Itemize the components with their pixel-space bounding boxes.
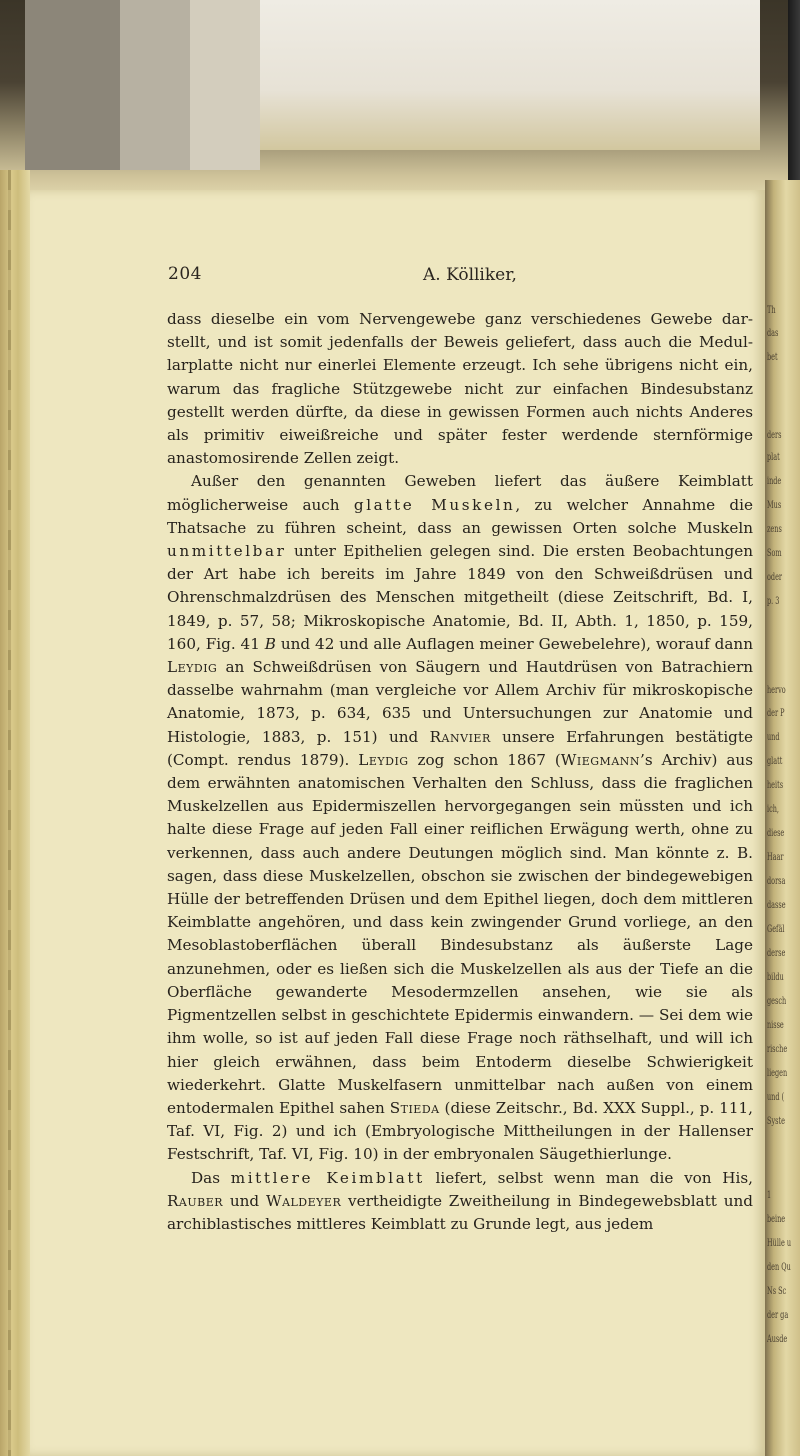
text-run: unter Epithelien gelegen sind. Die ersten Beobachtungen der Art habe ich bereits im Jahre 1849 von den Schweißdrüsen und Ohrenschmalzdrüsen des Menschen mitgetheilt (diese Zeitschrift, Bd. I, 1849, p. 57, 58; Mikroskopische Anatomie, Bd. II, Abth. 1, 1850, p. 159, 160, Fig. 41 <box>167 542 753 653</box>
text-run: Außer den genannten Geweben liefert das äußere Keimblatt möglicherweise auch <box>167 472 753 514</box>
facing-page-fragment: ders <box>767 430 782 441</box>
book-binding <box>0 170 30 1456</box>
author-name: Wiegmann <box>560 750 641 769</box>
body-text <box>167 308 753 1236</box>
paragraph <box>167 1167 753 1237</box>
facing-page-fragment: hervo <box>767 685 786 696</box>
text-run: (diese Zeitschr., Bd. XXX Suppl., p. 111, Taf. VI, Fig. 2) und ich (Embryologische Mittheilungen in der Hallenser Festschrift, Taf. VI, Fig. 10) in der embryonalen Säugethierlunge. <box>167 1098 753 1164</box>
emphasized-term: mittlere Keimblatt <box>230 1168 425 1187</box>
facing-page-fragment: bildu <box>767 972 784 983</box>
paragraph <box>167 308 753 470</box>
underlying-sheet-1 <box>25 0 120 170</box>
facing-page-fragment: inde <box>767 476 782 487</box>
text-run: dass dieselbe ein vom Nervengewebe ganz verschiedenes Gewebe darstellt, und ist somit jedenfalls der Beweis geliefert, dass auch die Medullarplatte nicht nur einerlei Elemente erzeugt. Ich sehe übrigens nicht ein, warum das fragliche Stützgewebe nicht zur einfachen Bindesubstanz gestellt werden dürfte, da diese in gewissen Formen auch nichts Anderes als primitiv eiweißreiche und später fester werdende sternförmige anastomosirende Zellen zeigt. <box>167 310 753 468</box>
text-run: vertheidigte Zweitheilung in Bindegewebsblatt und archiblastisches mittleres Keimblatt zu Grunde legt, aus jedem <box>167 1191 753 1233</box>
facing-page-edge <box>765 180 800 1456</box>
underlying-sheet-2 <box>120 0 190 170</box>
facing-page-fragment: und <box>767 732 780 743</box>
facing-page-fragment: Mus <box>767 500 782 511</box>
text-run: liefert, selbst wenn man die von His, <box>424 1168 753 1187</box>
running-head <box>168 264 753 288</box>
facing-page-fragment: bet <box>767 352 778 363</box>
underlying-sheet-4 <box>260 0 760 150</box>
facing-page-fragment: oder <box>767 572 783 583</box>
text-run: ’s Archiv) aus dem erwähnten anatomischen Verhalten den Schluss, dass die fraglichen Muskelzellen aus Epidermiszellen hervorgegangen sein müssten und ich halte diese Frage auf jeden Fall einer reiflichen Erwägung werth, ohne zu verkennen, dass auch andere Deutungen möglich sind. Man könnte z. B. sagen, dass diese Muskelzellen, obschon sie zwischen der bindegewebigen Hülle der betreffenden Drüsen und dem Epithel liegen, doch dem mittleren Keimblatte angehören, und dass kein zwingender Grund vorliege, an den Mesoblastoberflächen überall Bindesubstanz als äußerste Lage anzunehmen, oder es ließen sich die Muskelzellen als aus der Tiefe an die Oberfläche gewanderte Mesodermzellen ansehen, wie sie als Pigmentzellen selbst in geschichtete Epidermis einwandern. — Sei dem wie ihm wolle, so ist auf jeden Fall diese Frage noch räthselhaft, und will ich hier gleich erwähnen, dass beim Entoderm dieselbe Schwierigkeit wiederkehrt. Glatte Muskelfasern unmittelbar nach außen von einem entodermalen Epithel sahen <box>167 750 753 1117</box>
facing-page-fragment: Gefäl <box>767 924 785 935</box>
scanner-edge <box>788 0 800 200</box>
facing-page-fragment: rische <box>767 1044 788 1055</box>
text-run: an Schweißdrüsen von Säugern und Hautdrüsen von Batrachiern dasselbe wahrnahm (man vergleiche vor Allem Archiv für mikroskopische Anatomie, 1873, p. 634, 635 und Untersuchungen zur Anatomie und Histologie, 1883, p. 151) und <box>167 658 753 746</box>
facing-page-fragment: Th <box>767 305 776 316</box>
facing-page-fragment: der P <box>767 708 785 719</box>
facing-page-fragment: 1 <box>767 1190 772 1201</box>
facing-page-fragment: heits <box>767 780 784 791</box>
facing-page-fragment: Ausde <box>767 1334 788 1345</box>
facing-page-fragment: glatt <box>767 756 783 767</box>
underlying-sheet-3 <box>190 0 260 170</box>
facing-page-fragment: Syste <box>767 1116 785 1127</box>
paragraph <box>167 470 753 1166</box>
author-name: Leydig <box>358 750 409 769</box>
text-run: und 42 und alle Auflagen meiner Gewebelehre), worauf dann <box>275 634 753 653</box>
facing-page-fragment: gesch <box>767 996 787 1007</box>
facing-page-fragment: Haar <box>767 852 784 863</box>
author-name: Stieda <box>389 1098 440 1117</box>
facing-page-fragment: den Qu <box>767 1262 791 1273</box>
text-run: Das <box>191 1168 231 1187</box>
facing-page-fragment: zens <box>767 524 782 535</box>
facing-page-fragment: dasse <box>767 900 786 911</box>
text-run: , zu welcher Annahme die Thatsache zu führen scheint, dass an gewissen Orten solche Muskeln <box>167 495 753 537</box>
author-name: Leydig <box>167 658 218 677</box>
author-name: Ranvier <box>429 727 491 746</box>
facing-page-fragment: diese <box>767 828 785 839</box>
facing-page-fragment: und ( <box>767 1092 785 1103</box>
facing-page-fragment: der ga <box>767 1310 789 1321</box>
text-run: zog schon 1867 ( <box>408 750 561 769</box>
facing-page-fragment: plat <box>767 452 780 463</box>
running-title: A. Kölliker, <box>423 265 517 285</box>
text-run: unsere Erfahrungen bestätigte (Compt. rendus 1879). <box>167 727 753 769</box>
emphasized-term: glatte Muskeln <box>353 495 516 514</box>
text-run: und <box>223 1191 266 1210</box>
facing-page-fragment: nisse <box>767 1020 784 1031</box>
facing-page-fragment: ich, <box>767 804 779 815</box>
facing-page-fragment: das <box>767 328 779 339</box>
italic-text: B <box>264 634 276 653</box>
facing-page-fragment: beine <box>767 1214 786 1225</box>
facing-page-fragment: dorsa <box>767 876 786 887</box>
facing-page-fragment: Hülle u <box>767 1238 792 1249</box>
author-name: Rauber <box>167 1191 224 1210</box>
facing-page-fragment: liegen <box>767 1068 788 1079</box>
facing-page-fragment: derse <box>767 948 786 959</box>
facing-page-fragment: p. 3 <box>767 596 780 607</box>
page-number: 204 <box>168 264 202 284</box>
author-name: Waldeyer <box>265 1191 342 1210</box>
facing-page-fragment: Som <box>767 548 782 559</box>
facing-page-fragment: Ns Sc <box>767 1286 787 1297</box>
emphasized-term: unmittelbar <box>167 542 287 561</box>
